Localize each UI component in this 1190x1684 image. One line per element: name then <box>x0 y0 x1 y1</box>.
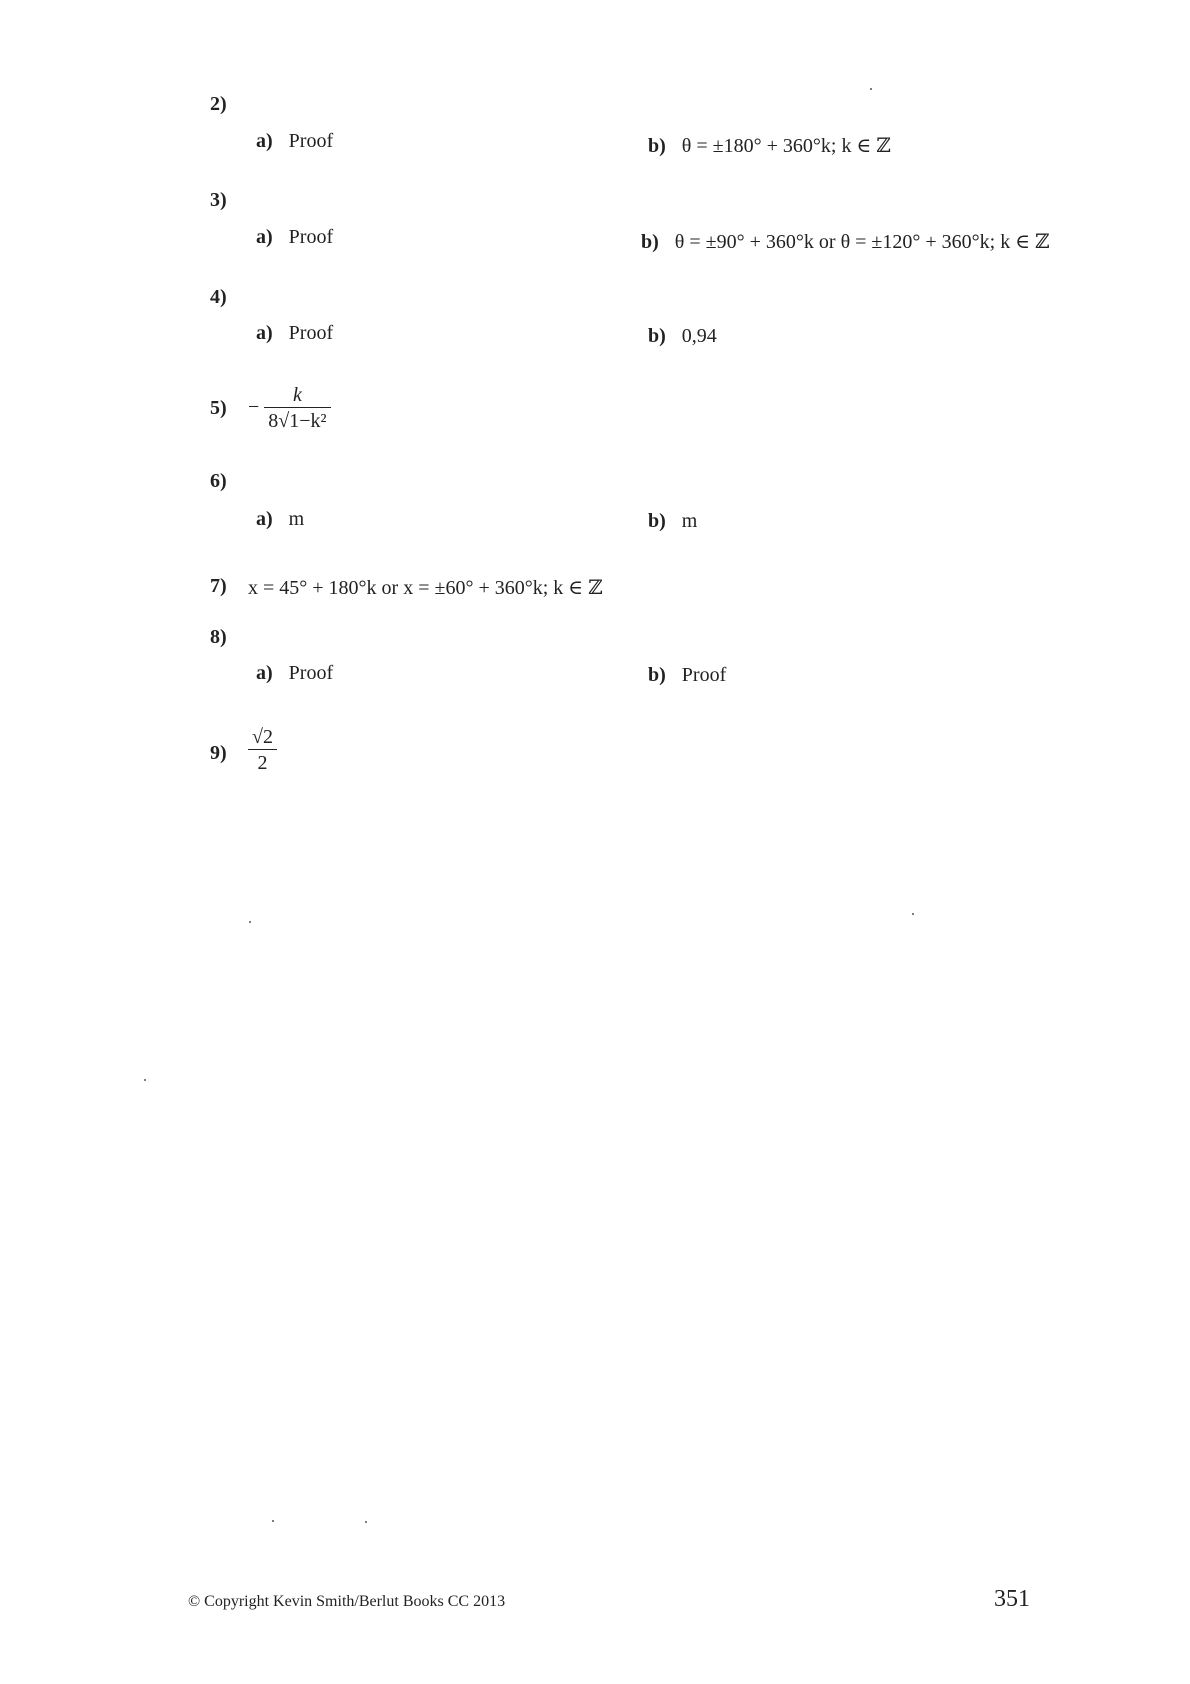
question-number: 5) <box>210 397 227 419</box>
part-label: a) <box>256 130 273 152</box>
question-number: 6) <box>210 470 227 492</box>
scan-speck <box>249 921 251 923</box>
part-b <box>648 133 891 158</box>
part-answer: θ = ±90° + 360°k or θ = ±120° + 360°k; k ∈ ℤ <box>674 231 1050 253</box>
part-b <box>648 664 726 687</box>
page-number: 351 <box>994 1586 1030 1612</box>
part-a <box>256 322 333 345</box>
fraction <box>264 384 330 433</box>
part-answer: m <box>681 510 698 532</box>
minus-sign: − <box>248 396 260 419</box>
answer-text: x = 45° + 180°k or x = ±60° + 360°k; k ∈ ℤ <box>248 577 603 599</box>
part-answer: Proof <box>288 322 334 344</box>
part-a <box>256 662 333 685</box>
part-answer: Proof <box>288 226 334 248</box>
fraction-answer <box>248 384 331 433</box>
scan-speck <box>365 1521 367 1523</box>
part-a <box>256 508 304 531</box>
question-number: 3) <box>210 189 227 211</box>
fraction-numerator: k <box>292 384 302 406</box>
part-label: a) <box>256 508 273 530</box>
part-b <box>641 229 1050 254</box>
part-label: b) <box>648 510 666 532</box>
scan-speck <box>272 1520 274 1522</box>
fraction <box>248 726 277 775</box>
question-number: 7) <box>210 575 227 597</box>
part-label: a) <box>256 226 273 248</box>
part-a <box>256 226 333 249</box>
fraction-answer <box>248 726 277 775</box>
part-answer: 0,94 <box>681 325 717 347</box>
part-b <box>648 510 697 533</box>
part-label: a) <box>256 322 273 344</box>
part-label: b) <box>648 135 666 157</box>
part-label: b) <box>648 325 666 347</box>
part-answer: Proof <box>288 130 334 152</box>
question-number: 9) <box>210 742 227 764</box>
question-number: 8) <box>210 626 227 648</box>
part-label: b) <box>641 231 659 253</box>
fraction-numerator: √2 <box>252 726 273 748</box>
part-answer: Proof <box>288 662 334 684</box>
part-b <box>648 325 717 348</box>
part-label: b) <box>648 664 666 686</box>
part-answer: Proof <box>681 664 727 686</box>
scan-speck <box>870 88 872 90</box>
question-number: 2) <box>210 93 227 115</box>
part-a <box>256 130 333 153</box>
scan-speck <box>912 913 914 915</box>
part-answer: m <box>288 508 305 530</box>
scan-speck <box>144 1079 146 1081</box>
fraction-denominator: 8√1−k² <box>264 407 330 433</box>
copyright-notice: © Copyright Kevin Smith/Berlut Books CC 2013 <box>188 1593 506 1610</box>
part-label: a) <box>256 662 273 684</box>
question-number: 4) <box>210 286 227 308</box>
fraction-denominator: 2 <box>248 749 277 775</box>
part-answer: θ = ±180° + 360°k; k ∈ ℤ <box>681 135 891 157</box>
